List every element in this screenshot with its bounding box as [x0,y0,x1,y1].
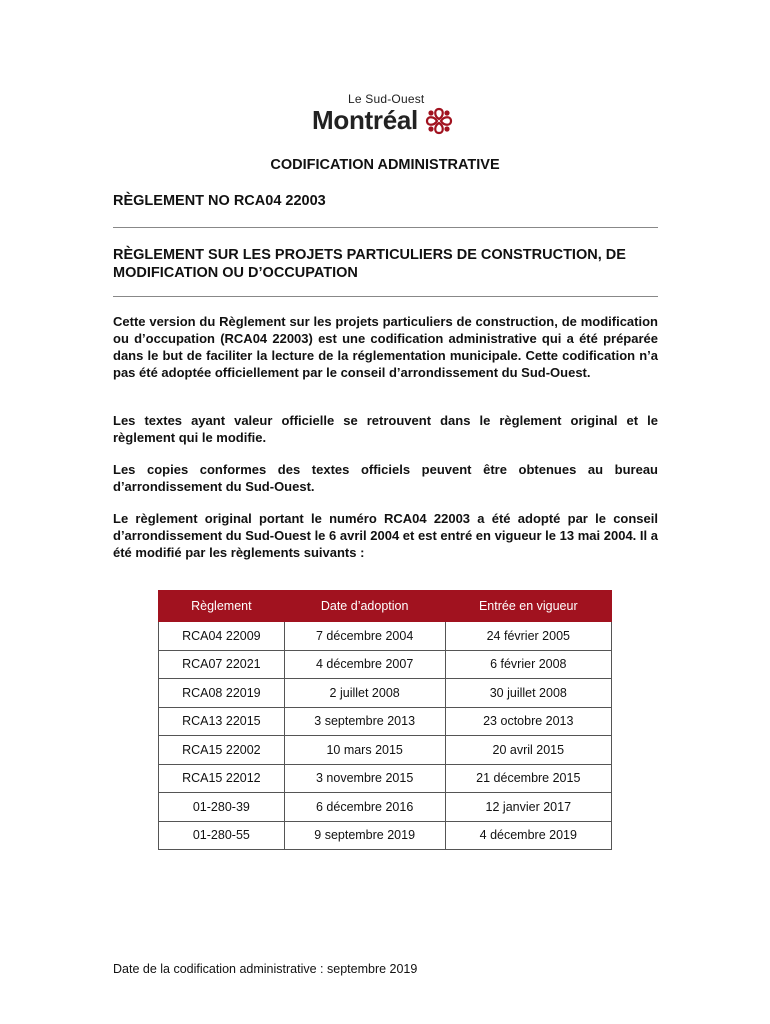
cell-entree-vigueur: 4 décembre 2019 [445,821,611,850]
table-row [159,707,612,736]
table-row [159,679,612,708]
table-row [159,764,612,793]
table-header-row [159,591,612,622]
cell-entree-vigueur: 23 octobre 2013 [445,707,611,736]
cell-entree-vigueur: 6 février 2008 [445,650,611,679]
cell-date-adoption: 4 décembre 2007 [284,650,445,679]
cell-date-adoption: 6 décembre 2016 [284,793,445,822]
table-row [159,821,612,850]
montreal-logo [312,92,462,138]
cell-date-adoption: 2 juillet 2008 [284,679,445,708]
cell-entree-vigueur: 12 janvier 2017 [445,793,611,822]
cell-reglement: 01-280-39 [159,793,285,822]
header-entree-vigueur: Entrée en vigueur [445,591,611,622]
document-title: CODIFICATION ADMINISTRATIVE [270,157,500,173]
cell-reglement: RCA08 22019 [159,679,285,708]
cell-date-adoption: 7 décembre 2004 [284,622,445,651]
cell-date-adoption: 3 septembre 2013 [284,707,445,736]
table-row [159,622,612,651]
cell-reglement: RCA07 22021 [159,650,285,679]
cell-date-adoption: 9 septembre 2019 [284,821,445,850]
cell-entree-vigueur: 21 décembre 2015 [445,764,611,793]
cell-date-adoption: 3 novembre 2015 [284,764,445,793]
divider-bottom [113,296,658,297]
cell-date-adoption: 10 mars 2015 [284,736,445,765]
table-row [159,650,612,679]
table-row [159,793,612,822]
divider-top [113,227,658,228]
rosette-icon [424,106,454,136]
cell-entree-vigueur: 24 février 2005 [445,622,611,651]
cell-reglement: RCA15 22012 [159,764,285,793]
cell-reglement: 01-280-55 [159,821,285,850]
cell-reglement: RCA15 22002 [159,736,285,765]
cell-entree-vigueur: 20 avril 2015 [445,736,611,765]
regulation-title: RÈGLEMENT SUR LES PROJETS PARTICULIERS DE CONSTRUCTION, DE MODIFICATION OU D’OCCUPATION [113,247,626,281]
header-reglement: Règlement [159,591,285,622]
amendments-table [158,590,612,850]
paragraph-original: Le règlement original portant le numéro RCA04 22003 a été adopté par le conseil d’arrondissement du Sud-Ouest le 6 avril 2004 et est entré en vigueur le 13 mai 2004. Il a été modifié par les règlements suivants : [113,511,658,560]
paragraph-official-texts: Les textes ayant valeur officielle se retrouvent dans le règlement original et le règlement qui le modifie. [113,413,658,445]
codification-date-footer: Date de la codification administrative : septembre 2019 [113,962,418,976]
cell-reglement: RCA04 22009 [159,622,285,651]
logo-subtitle: Le Sud-Ouest [348,92,425,106]
table-row [159,736,612,765]
regulation-number: RÈGLEMENT NO RCA04 22003 [113,193,326,209]
paragraph-codification: Cette version du Règlement sur les projets particuliers de construction, de modification ou d’occupation (RCA04 22003) est une codification administrative qui a été préparée dans le but de faciliter la lecture de la réglementation municipale. Cette codification n’a pas été adoptée officiellement par le conseil d’arrondissement du Sud-Ouest. [113,314,658,380]
logo-name: Montréal [312,105,418,135]
paragraph-copies: Les copies conformes des textes officiels peuvent être obtenues au bureau d’arrondissement du Sud-Ouest. [113,462,658,494]
cell-reglement: RCA13 22015 [159,707,285,736]
header-date-adoption: Date d’adoption [284,591,445,622]
cell-entree-vigueur: 30 juillet 2008 [445,679,611,708]
